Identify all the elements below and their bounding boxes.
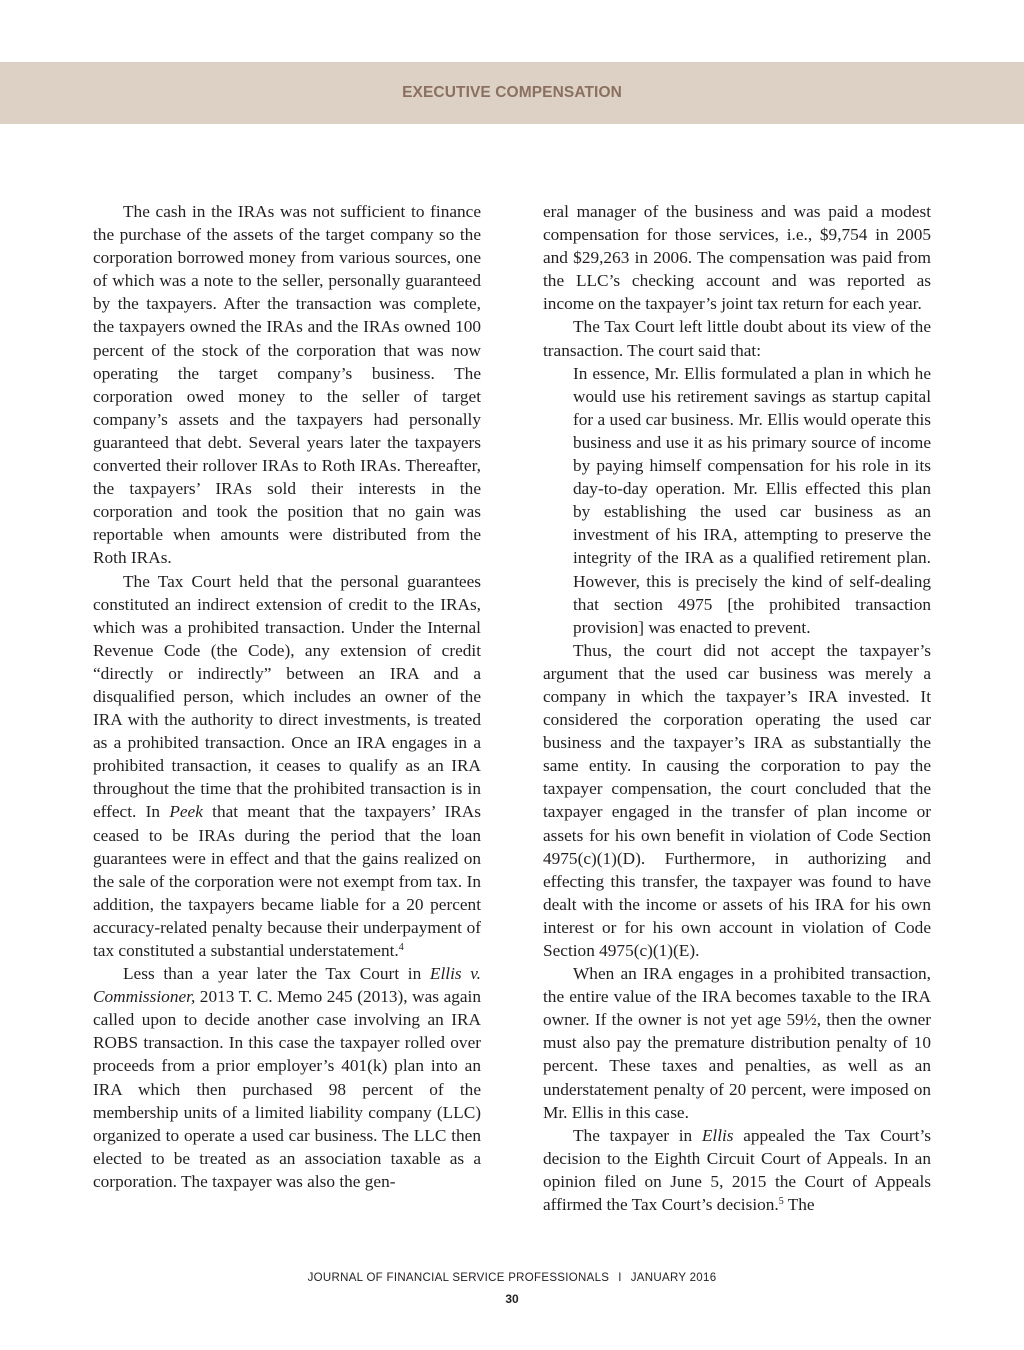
journal-name: JOURNAL OF FINANCIAL SERVICE PROFESSIONALS xyxy=(307,1272,610,1284)
paragraph-text: The Tax Court held that the personal guarantees constituted an indirect extension of credit to the IRAs, which was a prohibited transaction. Under the Internal Revenue Code (the Code), any extension of credit “directly or indirectly” between an IRA and a disqualified person, which includes an owner of the IRA with the authority to direct investments, is treated as a prohibited transaction. Once an IRA engages in a prohibited transaction, it ceases to qualify as an IRA throughout the time that the prohibited transaction is in effect. In xyxy=(93,571,481,822)
paragraph xyxy=(93,962,481,1193)
footer-journal-line xyxy=(0,1272,1024,1284)
paragraph: The cash in the IRAs was not sufficient to finance the purchase of the assets of the target company so the corporation borrowed money from various sources, one of which was a note to the seller, personally guaranteed by the taxpayers. After the transaction was complete, the taxpayers owned the IRAs and the IRAs owned 100 percent of the stock of the corporation that was now operating the target company’s business. The corporation owed money to the seller of target company’s assets and the taxpayers had personally guaranteed that debt. Several years later the taxpayers converted their rollover IRAs to Roth IRAs. Thereafter, the taxpayers’ IRAs sold their interests in the corporation and took the position that no gain was reportable when amounts were distributed from the Roth IRAs. xyxy=(93,202,481,568)
paragraph-text: 2013 T. C. Memo 245 (2013), was again called upon to decide another case involving an IRA ROBS transaction. In this case the taxpayer rolled over proceeds from a prior employer’s 401(k) plan into an IRA which then purchased 98 percent of the membership units of a limited liability company (LLC) organized to operate a used car business. The LLC then elected to be treated as an association taxable as a corporation. The taxpayer was also the gen- xyxy=(93,987,481,1191)
page-number: 30 xyxy=(505,1292,519,1306)
paragraph: eral manager of the business and was paid a modest compensation for those services, i.e., $9,754 in 2005 and $29,263 in 2006. The compensation was paid from the LLC’s checking account and was reported as income on the taxpayer’s joint tax return for each year. xyxy=(543,202,931,314)
footnote-ref: 4 xyxy=(398,942,404,953)
paragraph-text: The xyxy=(783,1195,815,1215)
paragraph: The Tax Court left little doubt about its view of the transaction. The court said that: xyxy=(543,317,931,360)
section-title: EXECUTIVE COMPENSATION xyxy=(402,84,622,101)
right-column xyxy=(543,200,931,1216)
block-quote: In essence, Mr. Ellis formulated a plan in which he would use his retirement savings as startup capital for a used car business. Mr. Ellis would operate this business and use it as his primary source of income by paying himself compensation for his role in its day-to-day operation. Mr. Ellis effected this plan by establishing the used car business as an investment of his IRA, attempting to preserve the integrity of the IRA as a qualified retirement plan. However, this is precisely the kind of self-dealing that section 4975 [the prohibited transaction provision] was enacted to prevent. xyxy=(573,363,931,637)
issue-date: JANUARY 2016 xyxy=(630,1272,717,1284)
paragraph: When an IRA engages in a prohibited transaction, the entire value of the IRA becomes taxable to the IRA owner. If the owner is not yet age 59½, then the owner must also pay the premature distribution penalty of 10 percent. These taxes and penalties, as well as an understatement penalty of 20 percent, were imposed on Mr. Ellis in this case. xyxy=(543,964,931,1122)
paragraph: Thus, the court did not accept the taxpayer’s argument that the used car business was merely a company in which the taxpayer’s IRA invested. It considered the corporation operating the used car business and the taxpayer’s IRA as substantially the same entity. In causing the corporation to pay the taxpayer compensation, the court concluded that the taxpayer engaged in the transfer of plan income or assets for his own benefit in violation of Code Section 4975(c)(1)(D). Furthermore, in authorizing and effecting this transfer, the taxpayer was found to have dealt with the income or assets of his IRA for his own interest or for his own account in violation of Code Section 4975(c)(1)(E). xyxy=(543,640,931,960)
paragraph-text: Less than a year later the Tax Court in xyxy=(123,964,430,984)
case-name: Ellis xyxy=(701,1125,734,1145)
paragraph xyxy=(93,570,481,963)
paragraph xyxy=(543,1124,931,1216)
case-name: Peek xyxy=(169,802,203,822)
left-column xyxy=(93,200,481,1193)
footer-separator: I xyxy=(618,1272,622,1284)
paragraph-text: appealed the Tax Court’s decision to the Eighth Circuit Court of Appeals. In an opinion filed on June 5, 2015 the Court of Appeals affirmed the Tax Court’s decision. xyxy=(543,1125,931,1215)
paragraph-text: that meant that the taxpayers’ IRAs ceased to be IRAs during the period that the loan guarantees were in effect and that the gains realized on the sale of the corporation were not exempt from tax. In addition, the taxpayers became liable for a 20 percent accuracy-related penalty because their underpayment of tax constituted a substantial understatement. xyxy=(93,802,481,960)
footnote-ref: 5 xyxy=(778,1196,784,1208)
paragraph-text: The taxpayer in xyxy=(573,1125,702,1145)
case-name: Ellis v. Commissioner, xyxy=(93,964,481,1007)
